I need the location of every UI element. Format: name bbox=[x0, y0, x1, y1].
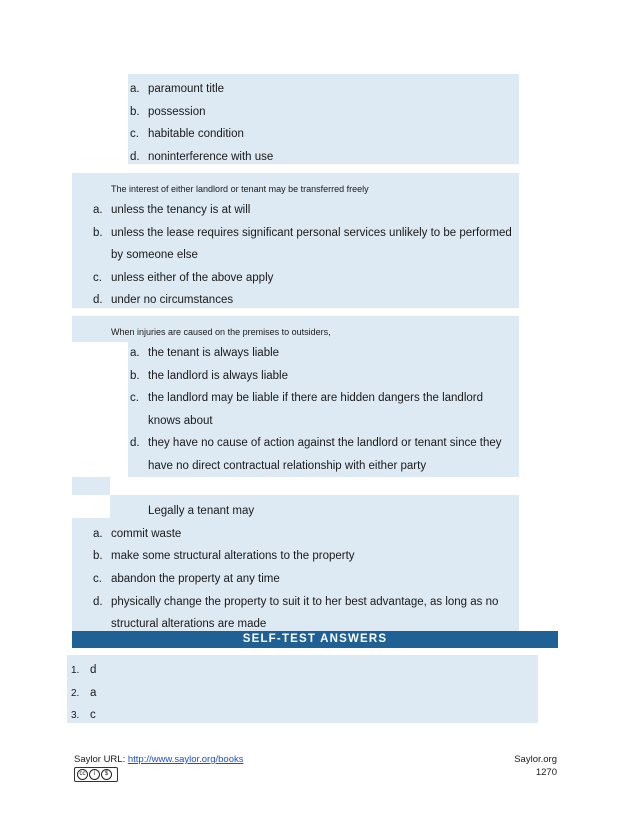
by-icon: i bbox=[89, 769, 100, 780]
q1-option-c-letter: c. bbox=[130, 128, 139, 140]
q2-option-c-letter: c. bbox=[93, 272, 102, 284]
q4-option-b-text: make some structural alterations to the property bbox=[111, 550, 355, 562]
answer-2-number: 2. bbox=[71, 688, 80, 699]
q2-option-b-continuation: by someone else bbox=[111, 249, 198, 261]
creative-commons-license-badge bbox=[74, 767, 118, 782]
q3-stem: When injuries are caused on the premises to outsiders, bbox=[111, 327, 331, 337]
q2-option-b-letter: b. bbox=[93, 227, 103, 239]
page-number: 1270 bbox=[535, 767, 557, 778]
q4-option-a-text: commit waste bbox=[111, 528, 182, 540]
q4-option-d-text: physically change the property to suit it to her best advantage, as long as no bbox=[111, 596, 499, 608]
q2-stem: The interest of either landlord or tenant may be transferred freely bbox=[111, 184, 369, 194]
footer-url-label: Saylor URL: bbox=[74, 754, 128, 765]
answer-1-text: d bbox=[90, 664, 97, 676]
q4-stem: Legally a tenant may bbox=[148, 505, 255, 517]
q2-option-d-text: under no circumstances bbox=[111, 294, 234, 306]
q1-option-b-text: possession bbox=[148, 106, 206, 118]
question-4-block-left bbox=[72, 518, 110, 631]
q3-option-c-text: the landlord may be liable if there are hidden dangers the landlord bbox=[148, 392, 483, 404]
saylor-books-link[interactable]: http://www.saylor.org/books bbox=[127, 754, 244, 765]
q3-option-b-text: the landlord is always liable bbox=[148, 370, 288, 382]
answer-3-text: c bbox=[90, 709, 96, 721]
q2-option-c-text: unless either of the above apply bbox=[111, 272, 274, 284]
q3-option-d-text: they have no cause of action against the landlord or tenant since they bbox=[148, 437, 502, 449]
q3-option-c-continuation: knows about bbox=[148, 415, 213, 427]
q4-option-d-letter: d. bbox=[93, 596, 103, 608]
answer-3-number: 3. bbox=[71, 710, 80, 721]
q3-option-b-letter: b. bbox=[130, 370, 140, 382]
cc-icon: cc bbox=[77, 769, 88, 780]
q2-option-b-text: unless the lease requires significant personal services unlikely to be performed bbox=[111, 227, 512, 239]
question-4-lead-block bbox=[72, 477, 110, 495]
answer-2-text: a bbox=[90, 687, 97, 699]
q3-option-a-text: the tenant is always liable bbox=[148, 347, 280, 359]
q4-option-a-letter: a. bbox=[93, 528, 103, 540]
q2-option-d-letter: d. bbox=[93, 294, 103, 306]
q4-option-c-letter: c. bbox=[93, 573, 102, 585]
q1-option-c-text: habitable condition bbox=[148, 128, 244, 140]
self-test-answers-heading: SELF-TEST ANSWERS bbox=[72, 631, 558, 648]
footer-site: Saylor.org bbox=[514, 754, 557, 765]
q4-option-c-text: abandon the property at any time bbox=[111, 573, 280, 585]
question-3-options-block bbox=[128, 342, 519, 477]
q1-option-a-text: paramount title bbox=[148, 83, 225, 95]
answers-block bbox=[67, 655, 538, 723]
nc-icon: $ bbox=[101, 769, 112, 780]
q3-option-a-letter: a. bbox=[130, 347, 140, 359]
q1-option-a-letter: a. bbox=[130, 83, 140, 95]
q3-option-c-letter: c. bbox=[130, 392, 139, 404]
q1-option-d-letter: d. bbox=[130, 151, 140, 163]
q2-option-a-letter: a. bbox=[93, 204, 103, 216]
q3-option-d-continuation: have no direct contractual relationship with either party bbox=[148, 460, 427, 472]
answer-1-number: 1. bbox=[71, 665, 80, 676]
q3-option-d-letter: d. bbox=[130, 437, 140, 449]
q4-option-d-continuation: structural alterations are made bbox=[111, 618, 267, 630]
q2-option-a-text: unless the tenancy is at will bbox=[111, 204, 251, 216]
q4-option-b-letter: b. bbox=[93, 550, 103, 562]
q1-option-d-text: noninterference with use bbox=[148, 151, 274, 163]
footer-url bbox=[74, 754, 244, 766]
q1-option-b-letter: b. bbox=[130, 106, 140, 118]
